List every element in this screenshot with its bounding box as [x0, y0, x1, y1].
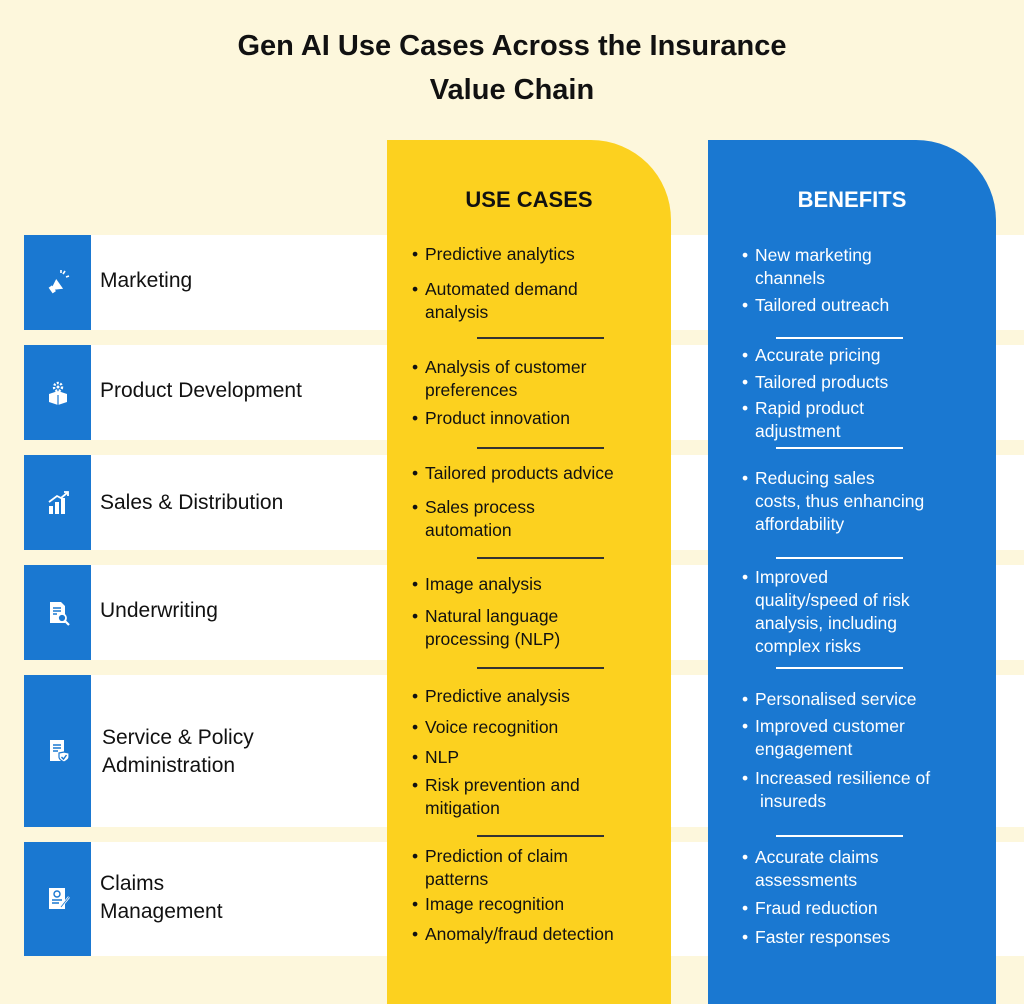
benefit-item: • Reducing sales costs, thus enhancing affordability: [755, 467, 924, 536]
benefit-item: • Accurate claims assessments: [755, 846, 879, 892]
title-line-1: Gen AI Use Cases Across the Insurance: [237, 30, 787, 62]
use-case-item: • Predictive analytics: [425, 243, 575, 266]
use-case-item: • Prediction of claim patterns: [425, 845, 568, 891]
use-case-item: • Analysis of customer preferences: [425, 356, 586, 402]
separator: [477, 447, 604, 449]
row-label-underwriting: Underwriting: [100, 599, 218, 622]
claim-form-icon: [24, 842, 91, 956]
page-title: [0, 24, 1024, 112]
policy-shield-icon: [24, 675, 91, 827]
use-case-item: • Voice recognition: [425, 716, 558, 739]
separator: [776, 835, 903, 837]
title-line-2: Value Chain: [429, 74, 595, 106]
document-search-icon: [24, 565, 91, 660]
benefit-item: • Increased resilience of insureds: [755, 767, 930, 813]
separator: [477, 667, 604, 669]
benefits-header: BENEFITS: [797, 187, 907, 212]
growth-chart-icon: [24, 455, 91, 550]
use-case-item: • Natural language processing (NLP): [425, 605, 560, 651]
use-case-item: • Anomaly/fraud detection: [425, 923, 614, 946]
separator: [776, 667, 903, 669]
use-case-item: • Tailored products advice: [425, 462, 614, 485]
benefit-item: • Tailored outreach: [755, 294, 889, 317]
use-case-item: • Risk prevention and mitigation: [425, 774, 580, 820]
benefit-item: • Accurate pricing: [755, 344, 880, 367]
row-label-service-policy: Service & Policy Administration: [102, 726, 254, 777]
benefit-item: • Improved quality/speed of risk analysis, including complex risks: [755, 566, 910, 658]
separator: [477, 337, 604, 339]
benefit-item: • Tailored products: [755, 371, 888, 394]
megaphone-icon: [24, 235, 91, 330]
use-cases-header: USE CASES: [465, 187, 593, 212]
use-case-item: • Image analysis: [425, 573, 542, 596]
benefit-item: • Fraud reduction: [755, 897, 878, 920]
benefit-item: • Faster responses: [755, 926, 890, 949]
row-label-sales-distribution: Sales & Distribution: [100, 491, 284, 514]
use-case-item: • Sales process automation: [425, 496, 535, 542]
row-label-claims: Claims Management: [100, 872, 223, 923]
use-case-item: • NLP: [425, 746, 459, 769]
benefit-item: • New marketing channels: [755, 244, 872, 290]
benefit-item: • Personalised service: [755, 688, 916, 711]
separator: [477, 557, 604, 559]
separator: [776, 337, 903, 339]
use-case-item: • Automated demand analysis: [425, 278, 578, 324]
row-label-marketing: Marketing: [100, 269, 193, 292]
benefit-item: • Improved customer engagement: [755, 715, 905, 761]
separator: [776, 447, 903, 449]
separator: [776, 557, 903, 559]
row-label-product-development: Product Development: [100, 379, 302, 402]
benefit-item: • Rapid product adjustment: [755, 397, 864, 443]
separator: [477, 835, 604, 837]
gear-box-icon: [24, 345, 91, 440]
use-case-item: • Predictive analysis: [425, 685, 570, 708]
use-case-item: • Image recognition: [425, 893, 564, 916]
use-case-item: • Product innovation: [425, 407, 570, 430]
